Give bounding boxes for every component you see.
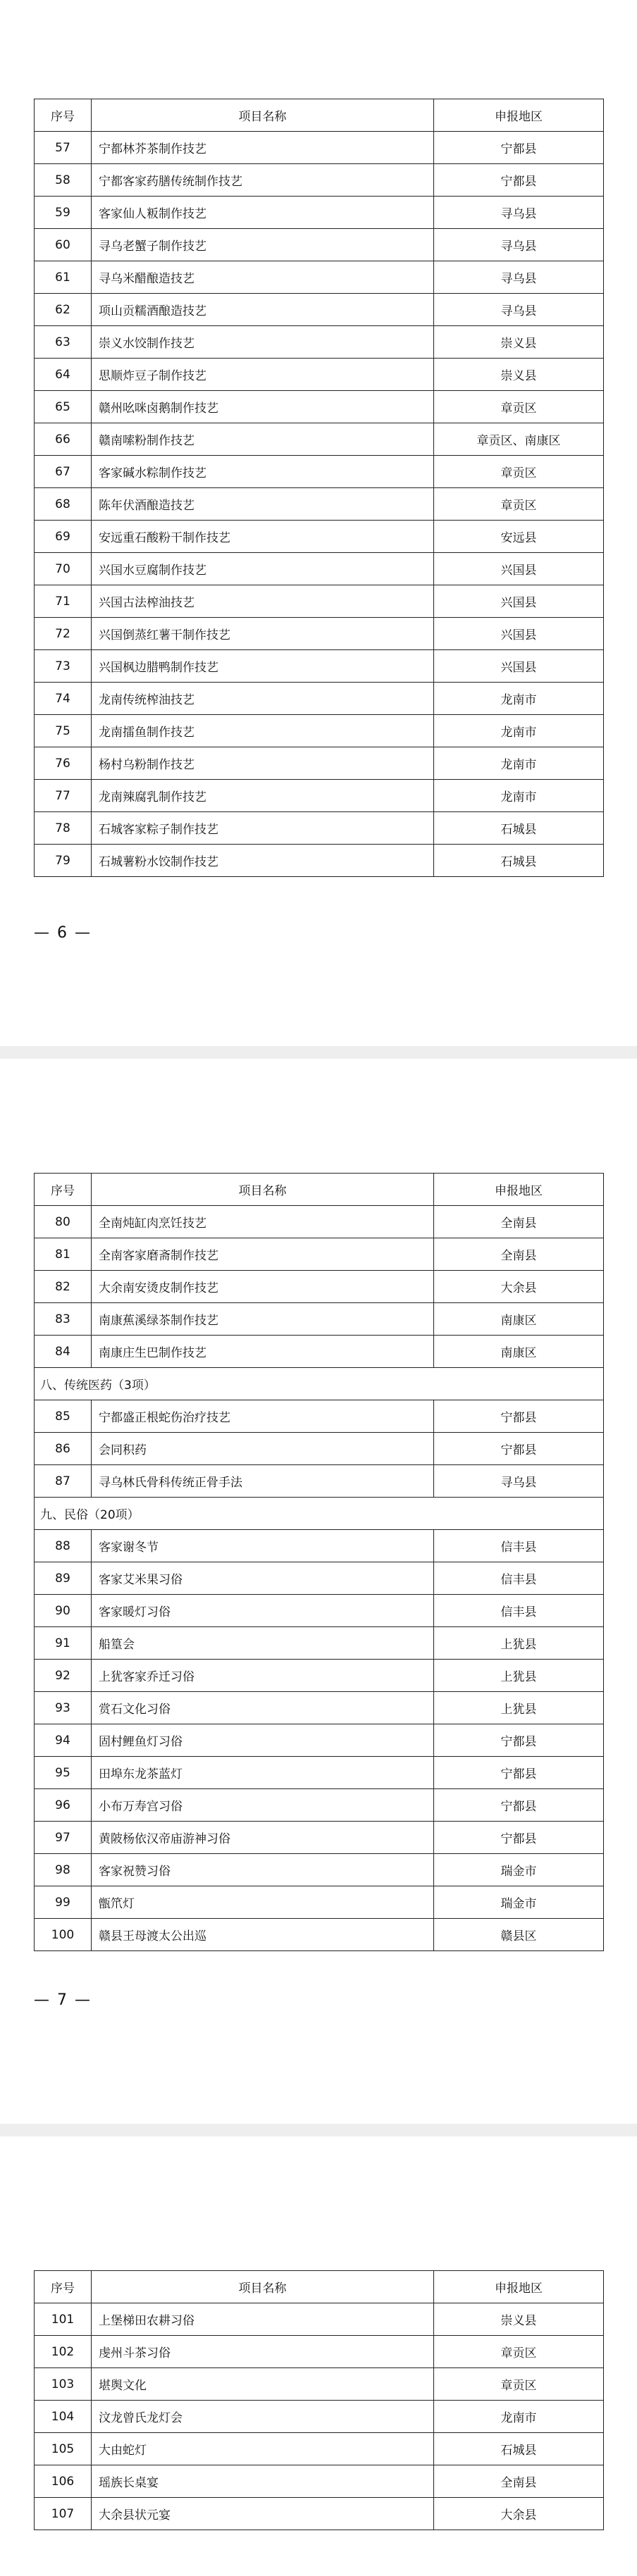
row-region: 龙南市 (434, 715, 604, 747)
document-page-7 (0, 1059, 637, 2124)
row-num: 107 (35, 2498, 92, 2530)
row-region: 信丰县 (434, 1595, 604, 1627)
table-row (35, 1595, 604, 1627)
row-num: 87 (35, 1465, 92, 1498)
table-row (35, 294, 604, 326)
table-row (35, 683, 604, 715)
row-name: 甑笊灯 (92, 1886, 434, 1919)
row-name: 龙南传统榨油技艺 (92, 683, 434, 715)
row-name: 客家仙人粄制作技艺 (92, 197, 434, 229)
row-num: 77 (35, 780, 92, 812)
page-number-6: — 6 — (34, 924, 92, 942)
row-name: 石城薯粉水饺制作技艺 (92, 845, 434, 877)
row-region: 兴国县 (434, 585, 604, 618)
row-region: 章贡区 (434, 391, 604, 423)
project-table-page-7 (34, 1173, 604, 1951)
row-num: 72 (35, 618, 92, 650)
row-name: 兴国水豆腐制作技艺 (92, 553, 434, 585)
table-row (35, 1433, 604, 1465)
row-region: 瑞金市 (434, 1886, 604, 1919)
row-region: 龙南市 (434, 2401, 604, 2433)
row-region: 章贡区 (434, 456, 604, 488)
header-name: 项目名称 (92, 2271, 434, 2303)
project-table-page-8 (34, 2270, 604, 2530)
row-num: 100 (35, 1919, 92, 1951)
table-row (35, 164, 604, 197)
row-num: 93 (35, 1692, 92, 1724)
row-num: 78 (35, 812, 92, 845)
row-num: 68 (35, 488, 92, 521)
table-row (35, 2368, 604, 2401)
row-num: 103 (35, 2368, 92, 2401)
row-num: 83 (35, 1303, 92, 1336)
row-name: 客家暖灯习俗 (92, 1595, 434, 1627)
row-region: 全南县 (434, 1238, 604, 1271)
table-row (35, 1562, 604, 1595)
row-name: 寻乌林氏骨科传统正骨手法 (92, 1465, 434, 1498)
table-row (35, 456, 604, 488)
row-region: 寻乌县 (434, 229, 604, 261)
row-region: 寻乌县 (434, 261, 604, 294)
row-num: 70 (35, 553, 92, 585)
row-region: 上犹县 (434, 1627, 604, 1660)
row-region: 上犹县 (434, 1692, 604, 1724)
row-num: 62 (35, 294, 92, 326)
row-num: 91 (35, 1627, 92, 1660)
row-name: 汶龙曾氏龙灯会 (92, 2401, 434, 2433)
row-name: 大余县状元宴 (92, 2498, 434, 2530)
header-num: 序号 (35, 2271, 92, 2303)
row-region: 章贡区 (434, 2336, 604, 2368)
project-table-page-6 (34, 99, 604, 877)
row-num: 101 (35, 2303, 92, 2336)
table-row (35, 423, 604, 456)
section-row-folk-customs (35, 1498, 604, 1530)
row-region: 崇义县 (434, 2303, 604, 2336)
row-name: 虔州斗茶习俗 (92, 2336, 434, 2368)
row-num: 75 (35, 715, 92, 747)
row-region: 宁都县 (434, 1822, 604, 1854)
table-row (35, 2401, 604, 2433)
table-row (35, 1530, 604, 1562)
table-row (35, 1303, 604, 1336)
row-num: 64 (35, 359, 92, 391)
row-name: 客家谢冬节 (92, 1530, 434, 1562)
row-region: 崇义县 (434, 359, 604, 391)
row-num: 94 (35, 1724, 92, 1757)
row-num: 63 (35, 326, 92, 359)
row-num: 85 (35, 1400, 92, 1433)
row-region: 宁都县 (434, 1400, 604, 1433)
row-name: 客家祝赞习俗 (92, 1854, 434, 1886)
row-name: 崇义水饺制作技艺 (92, 326, 434, 359)
row-region: 石城县 (434, 812, 604, 845)
row-name: 兴国古法榨油技艺 (92, 585, 434, 618)
row-num: 84 (35, 1336, 92, 1368)
table-header-row (35, 2271, 604, 2303)
row-name: 赣县王母渡太公出巡 (92, 1919, 434, 1951)
row-num: 79 (35, 845, 92, 877)
row-region: 全南县 (434, 1206, 604, 1238)
page-separator (0, 1046, 637, 1059)
row-name: 堪舆文化 (92, 2368, 434, 2401)
table-header-row (35, 99, 604, 132)
header-name: 项目名称 (92, 99, 434, 132)
row-num: 66 (35, 423, 92, 456)
table-row (35, 2336, 604, 2368)
row-name: 南康庄生巴制作技艺 (92, 1336, 434, 1368)
row-region: 赣县区 (434, 1919, 604, 1951)
row-name: 杨村乌粉制作技艺 (92, 747, 434, 780)
row-region: 宁都县 (434, 164, 604, 197)
row-region: 寻乌县 (434, 197, 604, 229)
table-row (35, 1238, 604, 1271)
row-num: 67 (35, 456, 92, 488)
row-num: 99 (35, 1886, 92, 1919)
row-name: 大余南安烫皮制作技艺 (92, 1271, 434, 1303)
row-num: 69 (35, 521, 92, 553)
row-name: 石城客家粽子制作技艺 (92, 812, 434, 845)
row-name: 大由蛇灯 (92, 2433, 434, 2465)
table-row (35, 1336, 604, 1368)
table-row (35, 261, 604, 294)
row-name: 宁都林芥茶制作技艺 (92, 132, 434, 164)
row-name: 全南客家磨斋制作技艺 (92, 1238, 434, 1271)
table-row (35, 2465, 604, 2498)
table-row (35, 1206, 604, 1238)
row-name: 思顺炸豆子制作技艺 (92, 359, 434, 391)
table-row (35, 553, 604, 585)
table-row (35, 1400, 604, 1433)
table-row (35, 780, 604, 812)
row-name: 上堡梯田农耕习俗 (92, 2303, 434, 2336)
row-num: 104 (35, 2401, 92, 2433)
row-num: 105 (35, 2433, 92, 2465)
table-row (35, 618, 604, 650)
row-region: 石城县 (434, 845, 604, 877)
header-name: 项目名称 (92, 1174, 434, 1206)
row-name: 全南炖缸肉烹饪技艺 (92, 1206, 434, 1238)
row-region: 大余县 (434, 1271, 604, 1303)
table-row (35, 326, 604, 359)
row-region: 安远县 (434, 521, 604, 553)
row-region: 信丰县 (434, 1530, 604, 1562)
row-region: 大余县 (434, 2498, 604, 2530)
page-separator (0, 2124, 637, 2136)
row-region: 章贡区 (434, 488, 604, 521)
row-num: 59 (35, 197, 92, 229)
table-row (35, 391, 604, 423)
table-row (35, 1822, 604, 1854)
row-region: 龙南市 (434, 780, 604, 812)
header-region: 申报地区 (434, 2271, 604, 2303)
row-name: 固村鲤鱼灯习俗 (92, 1724, 434, 1757)
row-region: 全南县 (434, 2465, 604, 2498)
row-region: 龙南市 (434, 683, 604, 715)
row-name: 船篁会 (92, 1627, 434, 1660)
table-row (35, 2498, 604, 2530)
row-num: 82 (35, 1271, 92, 1303)
row-region: 宁都县 (434, 1433, 604, 1465)
table-row (35, 715, 604, 747)
table-row (35, 650, 604, 683)
row-region: 宁都县 (434, 1757, 604, 1789)
table-row (35, 132, 604, 164)
row-name: 赏石文化习俗 (92, 1692, 434, 1724)
header-num: 序号 (35, 99, 92, 132)
table-row (35, 2303, 604, 2336)
row-num: 58 (35, 164, 92, 197)
row-name: 宁都客家药膳传统制作技艺 (92, 164, 434, 197)
table-row (35, 1789, 604, 1822)
row-name: 寻乌老蟹子制作技艺 (92, 229, 434, 261)
table-row (35, 1919, 604, 1951)
row-region: 宁都县 (434, 1724, 604, 1757)
row-num: 71 (35, 585, 92, 618)
header-num: 序号 (35, 1174, 92, 1206)
table-row (35, 747, 604, 780)
row-name: 陈年伏酒酿造技艺 (92, 488, 434, 521)
row-region: 上犹县 (434, 1660, 604, 1692)
row-num: 81 (35, 1238, 92, 1271)
row-name: 项山贡糯酒酿造技艺 (92, 294, 434, 326)
row-region: 章贡区、南康区 (434, 423, 604, 456)
row-num: 73 (35, 650, 92, 683)
table-row (35, 1854, 604, 1886)
row-name: 龙南擂鱼制作技艺 (92, 715, 434, 747)
row-region: 南康区 (434, 1336, 604, 1368)
table-row (35, 521, 604, 553)
row-region: 兴国县 (434, 553, 604, 585)
table-row (35, 585, 604, 618)
section-heading: 八、传统医药（3项） (35, 1368, 604, 1400)
table-row (35, 1660, 604, 1692)
table-row (35, 1757, 604, 1789)
row-num: 96 (35, 1789, 92, 1822)
table-row (35, 1465, 604, 1498)
row-region: 宁都县 (434, 1789, 604, 1822)
row-num: 102 (35, 2336, 92, 2368)
table-row (35, 359, 604, 391)
row-name: 上犹客家乔迁习俗 (92, 1660, 434, 1692)
row-region: 寻乌县 (434, 294, 604, 326)
row-num: 89 (35, 1562, 92, 1595)
table-header-row (35, 1174, 604, 1206)
row-name: 客家艾米果习俗 (92, 1562, 434, 1595)
document-page-8 (0, 2136, 637, 2576)
row-num: 92 (35, 1660, 92, 1692)
table-row (35, 845, 604, 877)
row-name: 客家碱水粽制作技艺 (92, 456, 434, 488)
row-num: 60 (35, 229, 92, 261)
row-name: 赣南嗦粉制作技艺 (92, 423, 434, 456)
row-num: 80 (35, 1206, 92, 1238)
document-page-6 (0, 0, 637, 1046)
table-row (35, 1886, 604, 1919)
row-region: 信丰县 (434, 1562, 604, 1595)
row-num: 74 (35, 683, 92, 715)
row-region: 宁都县 (434, 132, 604, 164)
row-name: 会同积药 (92, 1433, 434, 1465)
row-num: 98 (35, 1854, 92, 1886)
row-region: 龙南市 (434, 747, 604, 780)
row-region: 石城县 (434, 2433, 604, 2465)
row-name: 小布万寿宫习俗 (92, 1789, 434, 1822)
page-number-7: — 7 — (34, 1991, 92, 2009)
table-row (35, 1724, 604, 1757)
table-row (35, 229, 604, 261)
table-row (35, 1271, 604, 1303)
row-num: 86 (35, 1433, 92, 1465)
row-region: 兴国县 (434, 618, 604, 650)
row-region: 兴国县 (434, 650, 604, 683)
header-region: 申报地区 (434, 1174, 604, 1206)
row-num: 88 (35, 1530, 92, 1562)
row-name: 兴国枫边腊鸭制作技艺 (92, 650, 434, 683)
table-row (35, 1627, 604, 1660)
row-name: 龙南辣腐乳制作技艺 (92, 780, 434, 812)
table-row (35, 488, 604, 521)
row-num: 57 (35, 132, 92, 164)
row-name: 黄陂杨依汉帝庙游神习俗 (92, 1822, 434, 1854)
row-name: 田埠东龙茶蓝灯 (92, 1757, 434, 1789)
row-region: 崇义县 (434, 326, 604, 359)
row-region: 章贡区 (434, 2368, 604, 2401)
row-name: 宁都盛正根蛇伤治疗技艺 (92, 1400, 434, 1433)
row-region: 南康区 (434, 1303, 604, 1336)
table-row (35, 2433, 604, 2465)
table-row (35, 1692, 604, 1724)
table-row (35, 197, 604, 229)
row-name: 瑶族长桌宴 (92, 2465, 434, 2498)
row-region: 寻乌县 (434, 1465, 604, 1498)
section-row-traditional-medicine (35, 1368, 604, 1400)
row-num: 76 (35, 747, 92, 780)
section-heading: 九、民俗（20项） (35, 1498, 604, 1530)
row-name: 南康蕉溪绿茶制作技艺 (92, 1303, 434, 1336)
table-row (35, 812, 604, 845)
row-name: 兴国倒蒸红薯干制作技艺 (92, 618, 434, 650)
row-name: 安远重石酸粉干制作技艺 (92, 521, 434, 553)
row-region: 瑞金市 (434, 1854, 604, 1886)
row-name: 寻乌米醋酿造技艺 (92, 261, 434, 294)
row-name: 赣州吆咪卤鹅制作技艺 (92, 391, 434, 423)
row-num: 95 (35, 1757, 92, 1789)
row-num: 65 (35, 391, 92, 423)
row-num: 90 (35, 1595, 92, 1627)
row-num: 61 (35, 261, 92, 294)
header-region: 申报地区 (434, 99, 604, 132)
row-num: 106 (35, 2465, 92, 2498)
row-num: 97 (35, 1822, 92, 1854)
